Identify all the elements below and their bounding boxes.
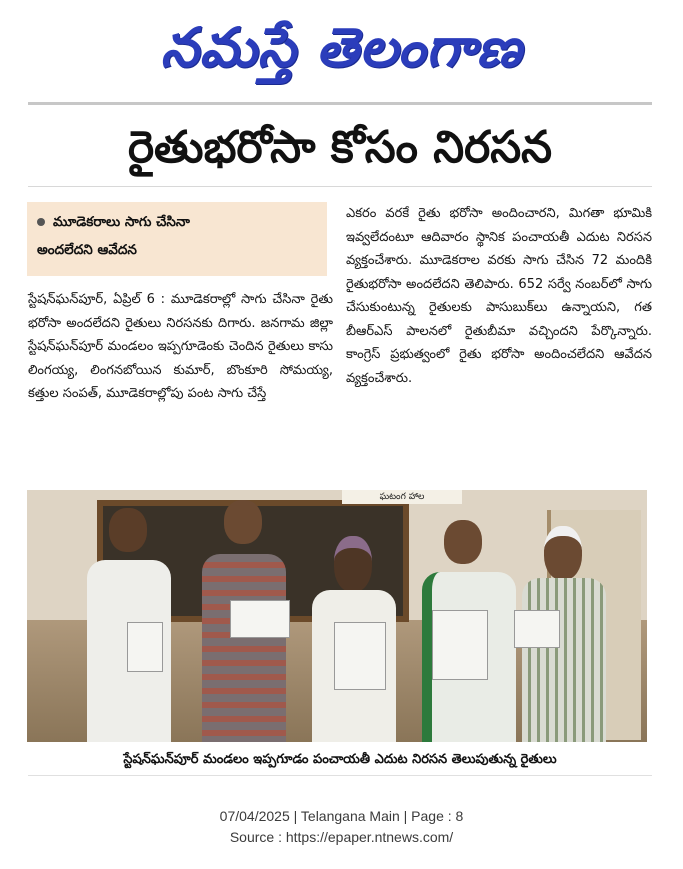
subhead-line-2: అందలేదని ఆవేదన	[37, 242, 137, 258]
caption-divider	[28, 775, 652, 776]
article-body-left-column: స్టేషన్‌ఘన్‌పూర్, ఏప్రిల్ 6 : మూడెకరాల్లో సాగు చేసినా రైతు భరోసా అందలేదని రైతులు నిరసనకు దిగారు. జనగామ జిల్లా స్టేషన్‌ఘన్‌పూర్ మండలం ఇప్పగూడెంకు చెందిన రైతులు కాసు లింగయ్య, లింగనబోయిన కుమార్, బొంకూరి సోమయ్య, కత్తుల సంపత్, మూడెకరాల్లోపు పంట సాగు చేస్తే	[28, 292, 333, 401]
farmer-3-passbook	[334, 622, 386, 690]
farmer-5-body	[522, 578, 606, 742]
bullet-icon	[37, 218, 45, 226]
footer-edition-info: 07/04/2025 | Telangana Main | Page : 8	[219, 808, 464, 824]
headline-divider	[28, 186, 652, 187]
farmer-4	[412, 514, 512, 742]
page-footer	[0, 806, 683, 848]
farmer-5-passbook	[514, 610, 560, 648]
masthead	[0, 0, 683, 100]
farmer-5-head	[544, 526, 582, 580]
farmer-4-passbook	[432, 610, 488, 680]
photo-caption: స్టేషన్‌ఘన్‌పూర్ మండలం ఇప్పగూడం పంచాయతీ ఎదుట నిరసన తెలుపుతున్న రైతులు	[123, 752, 557, 767]
farmer-1	[77, 502, 177, 742]
farmer-3-head	[334, 536, 372, 592]
farmer-1-head	[109, 508, 147, 552]
footer-source: Source : https://epaper.ntnews.com/	[229, 829, 454, 845]
newspaper-logo: నమస్తే తెలంగాణ	[160, 16, 523, 79]
farmer-2-passbook	[230, 600, 290, 638]
farmer-5	[512, 520, 612, 742]
farmer-2-body	[202, 554, 286, 742]
article-body-right-column: ఎకరం వరకే రైతు భరోసా అందించారని, మిగతా భూమికి ఇవ్వలేదంటూ ఆదివారం స్థానిక పంచాయతీ ఎదుట నిరసన వ్యక్తంచేశారు. మూడెకరాల వరకు సాగు చేసిన 72 మందికి రైతుభరోసా అందలేదని తెలిపారు. 652 సర్వే నంబర్‌లో సాగు చేసుకుంటున్న రైతులకు పాసుబుక్‌లు ఉన్నాయని, గత బీఆర్ఎస్ పాలనలో రైతుబీమా వచ్చిందని పేర్కొన్నారు. కాంగ్రెస్ ప్రభుత్వంలో రైతు భరోసా అందించలేదని ఆవేదన వ్యక్తంచేశారు.	[346, 206, 652, 386]
farmer-3	[302, 532, 402, 742]
subhead-line-1: మూడెకరాలు సాగు చేసినా	[37, 208, 317, 236]
farmer-1-passbook	[127, 622, 163, 672]
article-photo	[27, 490, 647, 742]
article-subhead	[27, 202, 327, 276]
photo-sign: ఘటంగ హాల	[342, 490, 462, 504]
farmer-4-head	[444, 520, 482, 564]
farmer-2-head	[224, 500, 262, 544]
masthead-divider	[28, 102, 652, 105]
farmer-2	[192, 492, 292, 742]
article-headline: రైతుభరోసా కోసం నిరసన	[127, 122, 553, 173]
